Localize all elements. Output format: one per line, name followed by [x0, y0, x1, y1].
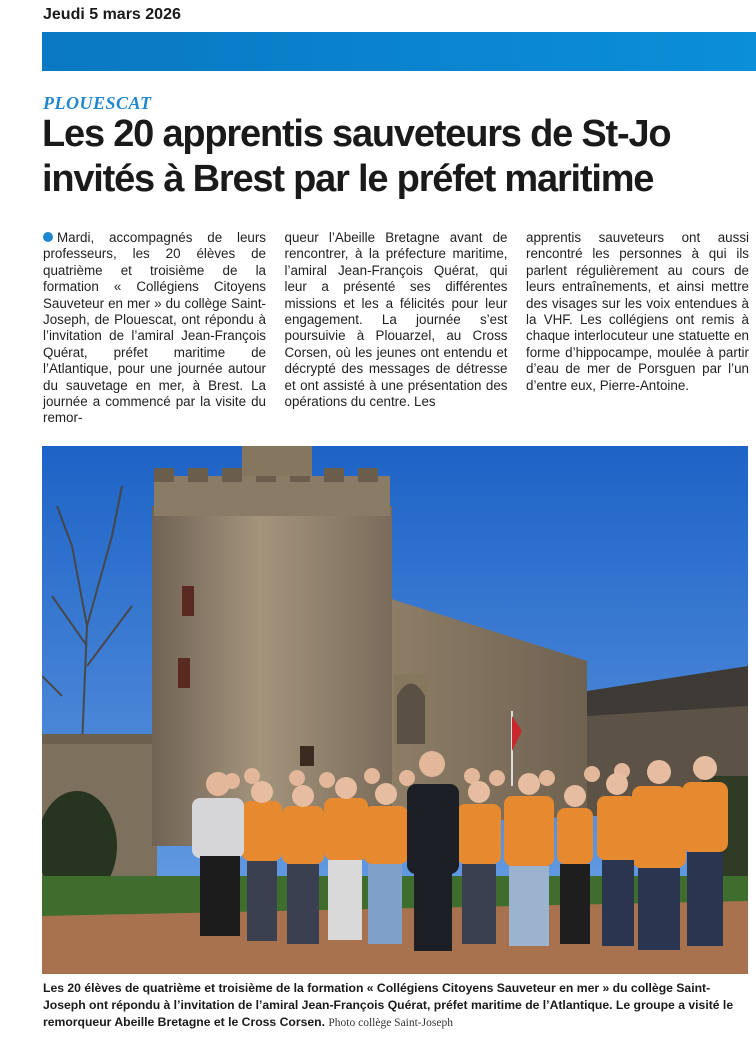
date-line: Jeudi 5 mars 2026: [43, 6, 181, 23]
article-kicker: PLOUESCAT: [43, 93, 152, 113]
header-bar: [42, 32, 756, 71]
photo-caption: [43, 980, 749, 1032]
group-photo-illustration: [42, 446, 748, 974]
article-body: [43, 230, 749, 436]
bullet-icon: [43, 232, 53, 242]
article-column-2: queur l’Abeille Bretagne avant de rencontrer, à la préfecture maritime, l’amiral Jean-François Quérat, qui leur a présenté ses différentes missions et les a félicités pour leur engagement. La journée s’est poursuivie à Plouarzel, au Cross Corsen, où les jeunes ont entendu et décrypté des messages de détresse et ont assisté à une présentation des opérations du centre. Les: [284, 230, 508, 410]
article-column-3: apprentis sauveteurs ont aussi rencontré les personnes à qui ils parlent régulièrement au cours de leurs entraînements, et ainsi mettre des visages sur les voix entendues à la VHF. Les collégiens ont remis à chaque interlocuteur une statuette en forme d’hippocampe, moulée à partir d’eau de mer de Porsguen par l’un d’entre eux, Pierre-Antoine.: [526, 230, 749, 393]
column-1-text: Mardi, accompagnés de leurs professeurs, les 20 élèves de quatrième et troisième de la formation « Collégiens Citoyens Sauveteur en mer » du collège Saint-Joseph, de Plouescat, ont répondu à l’invitation de l’amiral Jean-François Quérat, préfet maritime de l’Atlantique, pour une journée autour du sauvetage en mer, à Brest. La journée a commencé par la visite du remor-: [43, 230, 266, 426]
photo-credit: Photo collège Saint-Joseph: [328, 1017, 453, 1029]
caption-text: Les 20 élèves de quatrième et troisième de la formation « Collégiens Citoyens Sauveteur en mer » du collège Saint-Joseph ont répondu à l’invitation de l’amiral Jean-François Quérat, préfet maritime de l’Atlantique. Le groupe a visité le remorqueur Abeille Bretagne et le Cross Corsen.: [43, 981, 734, 1029]
article-column-1: [43, 230, 266, 436]
article-photo: [42, 446, 748, 974]
article-headline: Les 20 apprentis sauveteurs de St-Jo invités à Brest par le préfet maritime: [42, 113, 671, 200]
